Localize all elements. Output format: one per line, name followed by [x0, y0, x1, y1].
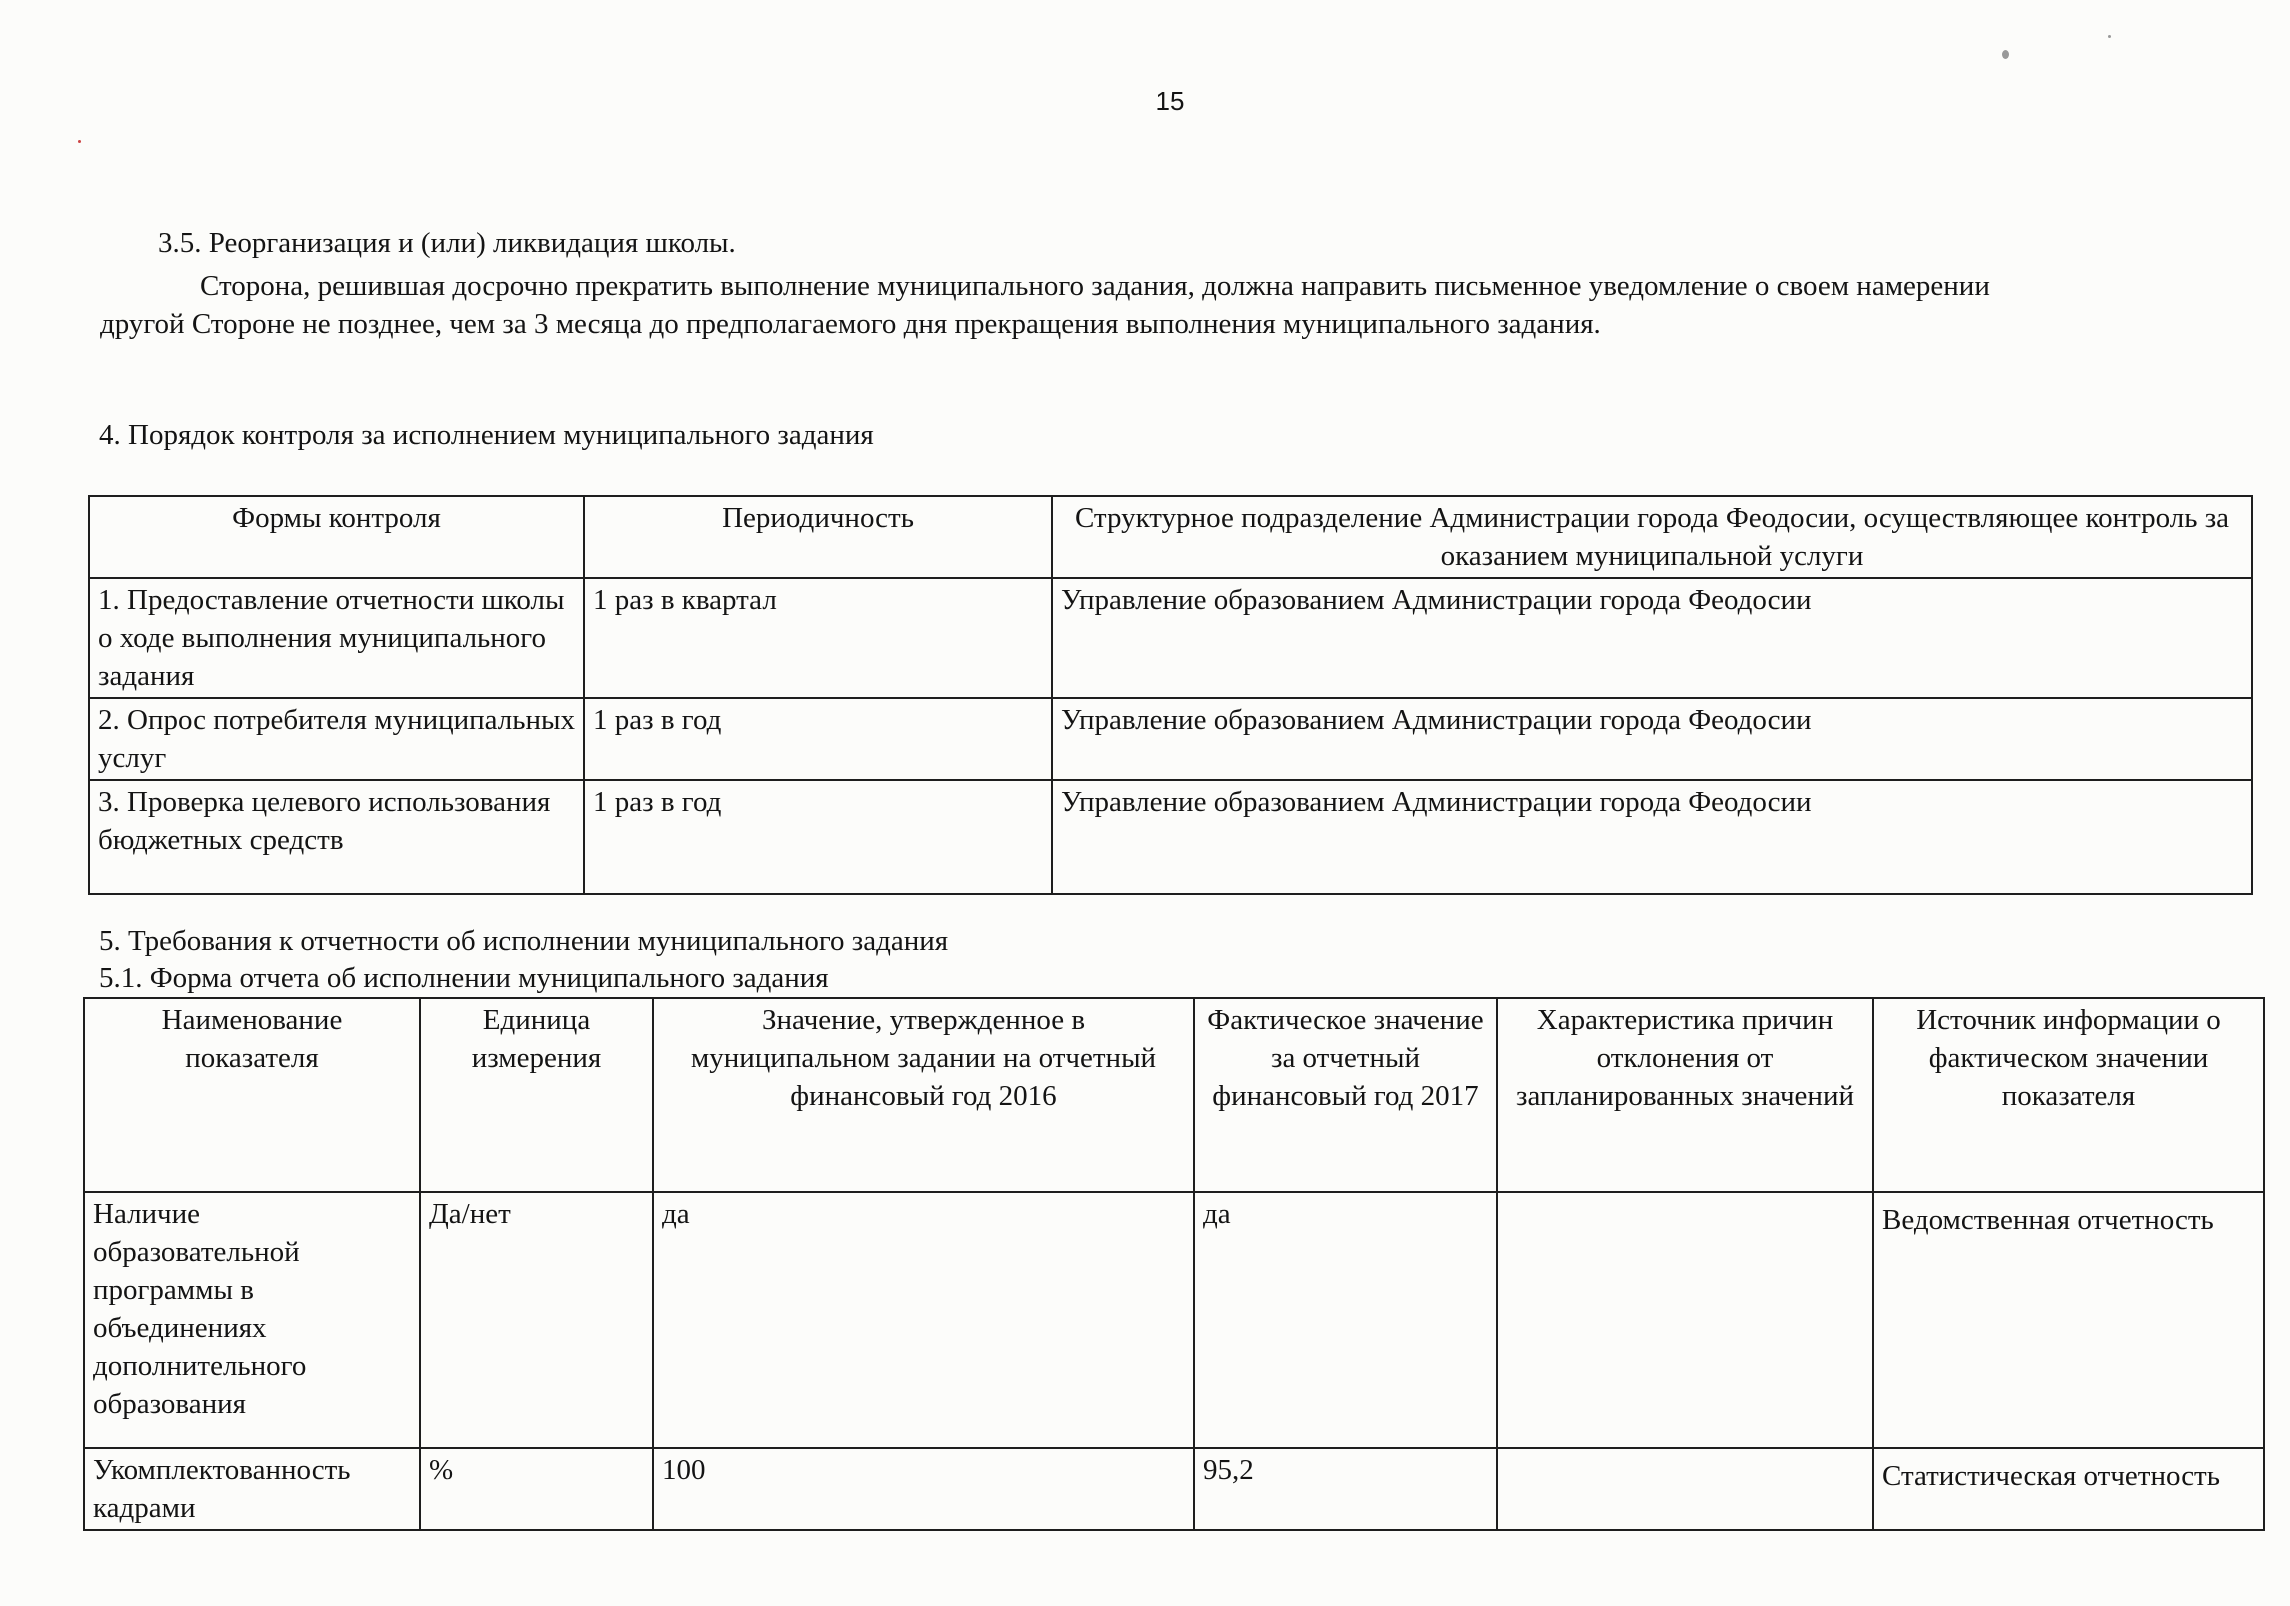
- scan-speck: [2002, 50, 2009, 59]
- table-cell: 3. Проверка целевого использования бюджетных средств: [89, 780, 584, 894]
- table-cell: [1497, 1448, 1873, 1530]
- section-5-1-subheading: 5.1. Форма отчета об исполнении муниципального задания: [99, 962, 829, 994]
- section-3-5-body-line2: другой Стороне не позднее, чем за 3 месяца до предполагаемого дня прекращения выполнения муниципального задания.: [100, 308, 1601, 340]
- table-cell: Наличие образовательной программы в объединениях дополнительного образования: [84, 1192, 420, 1448]
- table-cell: 1 раз в год: [584, 698, 1052, 780]
- table-cell: да: [653, 1192, 1194, 1448]
- table-cell: %: [420, 1448, 653, 1530]
- table-cell: Статистическая отчетность: [1873, 1448, 2264, 1530]
- table-cell: Да/нет: [420, 1192, 653, 1448]
- table-cell: 95,2: [1194, 1448, 1497, 1530]
- control-table: [88, 495, 2253, 895]
- table-cell: 1 раз в год: [584, 780, 1052, 894]
- table-cell: 1 раз в квартал: [584, 578, 1052, 698]
- report-table: [83, 997, 2265, 1531]
- page-number: 15: [1155, 86, 1185, 116]
- header-cell: Структурное подразделение Администрации города Феодосии, осуществляющее контроль за оказанием муниципальной услуги: [1052, 496, 2252, 578]
- scan-speck: [2108, 35, 2111, 38]
- table-row: [89, 698, 2252, 780]
- table-cell: [1497, 1192, 1873, 1448]
- table-row: [89, 780, 2252, 894]
- control-table-header: [89, 496, 2252, 578]
- table-cell: Укомплектованность кадрами: [84, 1448, 420, 1530]
- report-table-header: [84, 998, 2264, 1192]
- section-5-heading: 5. Требования к отчетности об исполнении муниципального задания: [99, 925, 949, 957]
- header-cell: Наименование показателя: [84, 998, 420, 1192]
- header-cell: Фактическое значение за отчетный финансовый год 2017: [1194, 998, 1497, 1192]
- header-cell: Значение, утвержденное в муниципальном задании на отчетный финансовый год 2016: [653, 998, 1194, 1192]
- scan-speck: [78, 140, 81, 143]
- table-cell: 2. Опрос потребителя муниципальных услуг: [89, 698, 584, 780]
- section-4-heading: 4. Порядок контроля за исполнением муниципального задания: [99, 419, 874, 451]
- table-cell: Ведомственная отчетность: [1873, 1192, 2264, 1448]
- table-cell: да: [1194, 1192, 1497, 1448]
- section-3-5-heading: 3.5. Реорганизация и (или) ликвидация школы.: [158, 227, 736, 259]
- table-cell: Управление образованием Администрации города Феодосии: [1052, 780, 2252, 894]
- table-cell: Управление образованием Администрации города Феодосии: [1052, 698, 2252, 780]
- table-cell: 1. Предоставление отчетности школы о ходе выполнения муниципального задания: [89, 578, 584, 698]
- table-row: [84, 1192, 2264, 1448]
- header-cell: Единица измерения: [420, 998, 653, 1192]
- table-row: [84, 1448, 2264, 1530]
- table-row: [89, 578, 2252, 698]
- table-cell: Управление образованием Администрации города Феодосии: [1052, 578, 2252, 698]
- section-3-5-body-line1: Сторона, решившая досрочно прекратить выполнение муниципального задания, должна направить письменное уведомление о своем намерении: [200, 270, 1990, 302]
- header-cell: Характеристика причин отклонения от запланированных значений: [1497, 998, 1873, 1192]
- table-cell: 100: [653, 1448, 1194, 1530]
- header-cell: Источник информации о фактическом значении показателя: [1873, 998, 2264, 1192]
- header-cell: Формы контроля: [89, 496, 584, 578]
- header-cell: Периодичность: [584, 496, 1052, 578]
